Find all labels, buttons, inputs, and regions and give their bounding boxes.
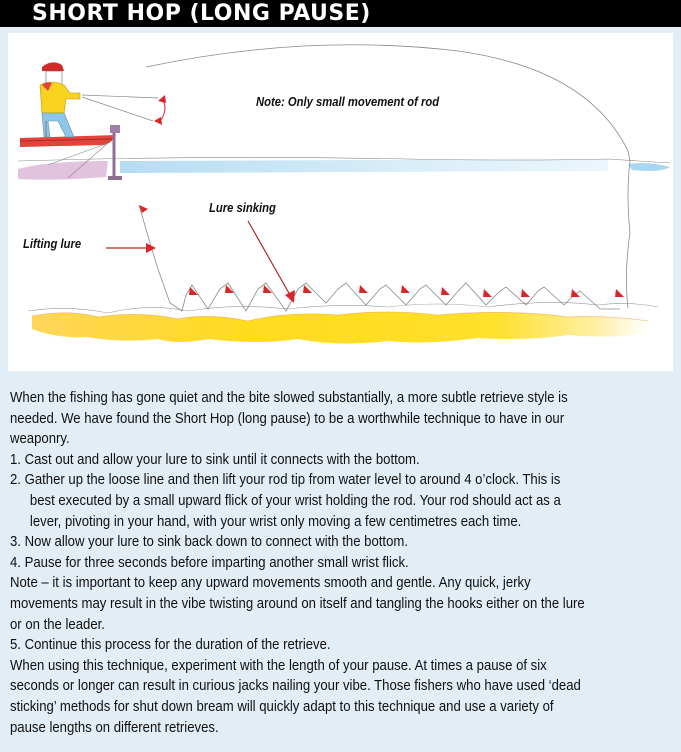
closing-paragraph: pause lengths on different retrieves. (10, 718, 219, 736)
article-line: weaponry. (10, 430, 70, 448)
step-2: 2. Gather up the loose line and then lift your rod tip from water level to around 4 o’clock. This is (10, 471, 561, 489)
arrow-up-icon (158, 95, 166, 103)
cast-line-arc (146, 45, 630, 308)
lure-icon (615, 289, 624, 297)
lure-markers (139, 205, 624, 297)
note-label: Note: Only small movement of rod (256, 95, 440, 109)
angler-figure (40, 62, 80, 137)
note-paragraph: movements may result in the vibe twisting around on itself and tangling the hooks either on the lure (10, 594, 585, 612)
illustration-panel (8, 33, 673, 371)
article-line: needed. We have found the Short Hop (long pause) to be a worthwhile technique to have in our (10, 409, 565, 427)
lure-sinking-label: Lure sinking (209, 201, 276, 215)
water-surface (18, 157, 670, 173)
arrow-down-icon (154, 117, 162, 125)
rod-lines (82, 95, 166, 125)
lifting-lure-label: Lifting lure (23, 237, 82, 251)
lure-icon (521, 289, 530, 297)
note-paragraph: or on the leader. (10, 615, 105, 633)
lure-icon (401, 285, 410, 293)
step-5: 5. Continue this process for the duration of the retrieve. (10, 636, 331, 654)
seabed (28, 302, 658, 343)
page-title: SHORT HOP (LONG PAUSE) (32, 1, 371, 26)
article-body (10, 388, 584, 738)
lifting-lure-arrow (106, 243, 156, 253)
step-2-continued: lever, pivoting in your hand, with your wrist only moving a few centimetres each time. (29, 512, 522, 530)
closing-paragraph: When using this technique, experiment with the length of your pause. At times a pause of six (10, 656, 547, 674)
lure-icon (189, 287, 198, 295)
fishing-illustration (8, 33, 673, 371)
step-1: 1. Cast out and allow your lure to sink until it connects with the bottom. (10, 450, 420, 468)
note-paragraph: Note – it is important to keep any upward movements smooth and gentle. Any quick, jerky (10, 574, 531, 592)
lure-icon (303, 285, 312, 293)
lure-icon (483, 289, 492, 297)
lure-icon (225, 285, 234, 293)
closing-paragraph: seconds or longer can result in curious jacks nailing your vibe. Those fishers who have used ‘dead (10, 677, 581, 695)
lure-path (139, 205, 620, 311)
lure-icon (571, 289, 580, 297)
lure-icon (441, 287, 450, 295)
step-2-continued: best executed by a small upward flick of your wrist holding the rod. Your rod should act as a (29, 491, 561, 509)
title-bar (0, 0, 681, 27)
article-line: When the fishing has gone quiet and the bite slowed substantially, a more subtle retrieve style is (10, 389, 568, 406)
closing-paragraph: sticking’ methods for shut down bream will quickly adapt to this technique and use a variety of (10, 697, 554, 715)
step-3: 3. Now allow your lure to sink back down to connect with the bottom. (10, 533, 408, 551)
step-4: 4. Pause for three seconds before imparting another small wrist flick. (10, 553, 409, 571)
lure-icon (359, 285, 368, 293)
